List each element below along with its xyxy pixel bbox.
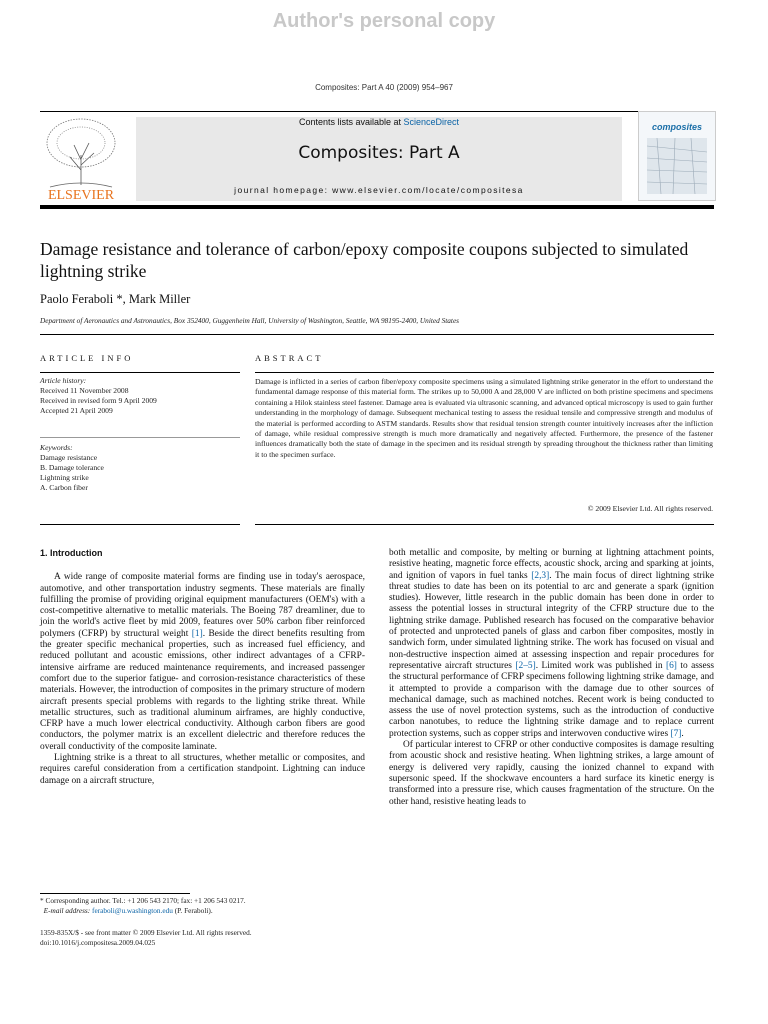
cover-title: composites bbox=[651, 122, 702, 132]
keyword-item: A. Carbon fiber bbox=[40, 483, 88, 492]
history-received: Received 11 November 2008 bbox=[40, 386, 129, 395]
body-text: . bbox=[681, 728, 684, 739]
keywords-label: Keywords: bbox=[40, 443, 73, 452]
citation-link[interactable]: [6] bbox=[665, 660, 677, 671]
body-text: to assess the structural performance of CFRP specimens following lightning strike damage, and it attempted to provide a comparison with the damage due to other sources of mechanical damage, such as machined notches. Recent work is being conducted to assess the use of novel protection systems, such as the introduction of conductive carbon nanotubes, to reduce the lightning strike damage and to replace current protection systems, such as copper strips and interwoven conductive wires bbox=[389, 660, 714, 739]
footnote bbox=[40, 896, 370, 916]
body-text: A wide range of composite material forms are finding use in today's aerospace, automotive, and other transportation industry segments. These materials are finally fulfilling the promise of providing original equipment manufacturers (OEM's) with a cost-competitive alternative to metallic materials. The Boeing 787 dreamliner, due to join the world's active fleet by mid 2009, features over 50% carbon fiber reinforced polymers (CFRP) by structural weight bbox=[40, 572, 365, 639]
header-top-rule bbox=[40, 111, 714, 112]
corresponding-author: * Corresponding author. Tel.: +1 206 543 2170; fax: +1 206 543 0217. bbox=[40, 896, 246, 905]
page-footer bbox=[40, 928, 370, 948]
journal-title: Composites: Part A bbox=[298, 143, 460, 163]
publisher-name: ELSEVIER bbox=[47, 188, 115, 201]
citation-link[interactable]: [2,3] bbox=[531, 570, 550, 581]
keywords bbox=[40, 443, 240, 493]
header-bottom-rule bbox=[40, 205, 714, 209]
body-text: . Limited work was published in bbox=[535, 660, 666, 671]
keyword-item: B. Damage tolerance bbox=[40, 463, 104, 472]
journal-cover-thumbnail bbox=[638, 111, 716, 201]
body-paragraph: Of particular interest to CFRP or other conductive composites is damage resulting from acoustic shock and resistive heating. When lightning strikes, a large amount of energy is delivered very rapidly, causing the ionized channel to expand with supersonic speed. If the shockwave encounters a hard surface its kinetic energy is transformed into a pressure rise, which causes fragmentation of the structure. On the other hand, resistive heating leads to bbox=[389, 740, 714, 807]
footnote-rule bbox=[40, 893, 190, 894]
email-label: E-mail address: bbox=[43, 906, 93, 915]
journal-homepage[interactable]: journal homepage: www.elsevier.com/locate/compositesa bbox=[234, 185, 524, 195]
email-link[interactable]: feraboli@u.washington.edu bbox=[92, 906, 173, 915]
elsevier-logo bbox=[40, 115, 122, 201]
keywords-rule bbox=[40, 437, 240, 438]
abstract-text: Damage is inflicted in a series of carbon fiber/epoxy composite specimens using a simulated lightning strike generator in the effort to understand the fundamental damage response of this material form. The strikes up to 50,000 A and 28,000 V are inflicted on both pristine specimens and specimens containing a Hilok stainless steel fastener. Damage area is evaluated via ultrasonic scanning, and advanced optical microscopy is used to gain further understanding in the morphology of damage. Subsequent mechanical testing to assess the residual tensile and compressive strength and modulus of the material is performed according to ASTM standards. Results show that residual tension strength counter intuitively increases after the infliction of damage, while residual compressive strength is much more dramatically and negatively affected. Furthermore, the presence of the fastener influences dramatically both the state of damage in the specimen and its residual strength by spreading throughout the thickness rather than limiting it to the specimen surface. bbox=[255, 377, 713, 459]
cover-image-icon bbox=[647, 138, 707, 194]
keyword-item: Damage resistance bbox=[40, 453, 98, 462]
body-text: both metallic and composite, by melting or burning at lightning attachment points, resistive heating, magnetic force effects, acoustic shock, arcing and sparking at joints, and ignition of vapors in fuel tanks bbox=[389, 548, 714, 581]
article-info-bottom-rule bbox=[40, 524, 240, 525]
abstract-heading: ABSTRACT bbox=[255, 353, 324, 363]
abstract-rule bbox=[255, 372, 714, 373]
article-info-rule bbox=[40, 372, 240, 373]
body-paragraph bbox=[389, 548, 714, 740]
citation-link[interactable]: [7] bbox=[670, 728, 682, 739]
section-heading-introduction: 1. Introduction bbox=[40, 548, 103, 558]
sciencedirect-link[interactable]: ScienceDirect bbox=[403, 117, 460, 127]
doi-line[interactable]: doi:10.1016/j.compositesa.2009.04.025 bbox=[40, 938, 156, 947]
body-text: . Beside the direct benefits resulting from the greater specific mechanical properties, such as increased fuel efficiency, and reduced pollutant and acoustic emissions, other indirect advantages of a CFRP-intensive airframe are reduced maintenance requirements, and increased passenger comfort due to the superior fatigue- and corrosion-resistance characteristics of these materials. However, the introduction of composites in the primary structure of modern aircraft presents special problems with regards to the lighting strike threat. While metallic structures, such as traditional aluminum airframes, are highly conductive, CFRP have a much lower electrical conductivity. Although carbon fibers are good conductors, the polymer matrix is an excellent dielectric and therefore reduces the overall conductivity of the composite laminate. bbox=[40, 628, 365, 752]
watermark: Author's personal copy bbox=[272, 10, 496, 32]
authors: Paolo Feraboli *, Mark Miller bbox=[40, 292, 191, 306]
keyword-item: Lightning strike bbox=[40, 473, 89, 482]
history-revised: Received in revised form 9 April 2009 bbox=[40, 396, 157, 405]
article-history bbox=[40, 376, 240, 416]
contents-line bbox=[136, 117, 622, 127]
issn-line: 1359-835X/$ - see front matter © 2009 Elsevier Ltd. All rights reserved. bbox=[40, 928, 252, 937]
body-paragraph: Lightning strike is a threat to all structures, whether metallic or composites, and requires careful consideration from a certification standpoint. Lightning can induce damage on a aircraft structure, bbox=[40, 753, 365, 786]
citation-link[interactable]: [2–5] bbox=[515, 660, 536, 671]
abstract-bottom-rule bbox=[255, 524, 714, 525]
history-accepted: Accepted 21 April 2009 bbox=[40, 406, 113, 415]
contents-prefix: Contents lists available at bbox=[298, 117, 404, 127]
affiliation: Department of Aeronautics and Astronautics, Box 352400, Guggenheim Hall, University of Washington, Seattle, WA 98195-2400, United States bbox=[40, 316, 460, 325]
body-text: . The main focus of direct lightning strike threat studies to date has been on its potential to arc and generate a spark (ignition studies). However, little research in the public domain has been done in order to assess the potential losses in structural integrity of the CFRP structure due to the lightning strike damage. Published research has focused on the comparative behavior of protected and unprotected panels of glass and carbon fiber composites, mostly in sandwich form, under simulated lightning strike. The work has focused on visual and non-destructive inspection aimed at assessing inspection and repair procedures for representative aircraft structures bbox=[389, 570, 714, 671]
body-right-column bbox=[389, 548, 714, 808]
body-paragraph bbox=[40, 572, 365, 753]
email-suffix: (P. Feraboli). bbox=[172, 906, 213, 915]
abstract-copyright: © 2009 Elsevier Ltd. All rights reserved. bbox=[587, 504, 713, 513]
citation-link[interactable]: [1] bbox=[191, 628, 203, 639]
affiliation-rule bbox=[40, 334, 714, 335]
journal-reference: Composites: Part A 40 (2009) 954–967 bbox=[315, 83, 453, 92]
elsevier-tree-icon bbox=[40, 115, 122, 201]
article-info-heading: ARTICLE INFO bbox=[40, 353, 134, 363]
body-left-column bbox=[40, 548, 365, 787]
article-title: Damage resistance and tolerance of carbon/epoxy composite coupons subjected to simulated lightning strike bbox=[40, 239, 689, 281]
history-label: Article history: bbox=[40, 376, 87, 385]
